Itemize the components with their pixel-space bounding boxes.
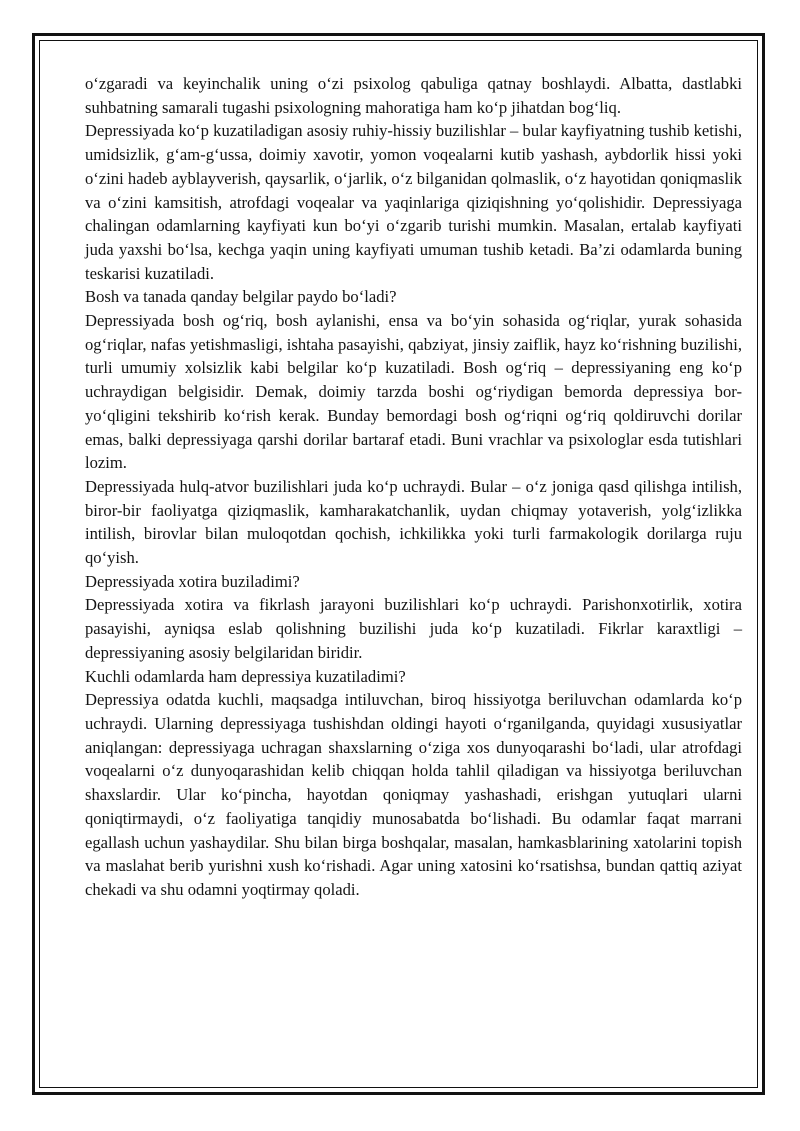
page-content: [85, 72, 742, 902]
question-memory: Depressiyada xotira buziladimi?: [85, 571, 300, 591]
paragraph-emotional-disorders: Depressiyada ko‘p kuzatiladigan asosiy ruhiy-hissiy buzilishlar – bular kayfiyatning tushib ketishi, umidsizlik, g‘am-g‘ussa, doimiy xavotir, yomon voqealarni kutib yashash, aybdorlik hissi yoki o‘zini hadeb ayblayverish, qaysarlik, o‘jarlik, o‘z bilganidan qolmaslik, o‘z hayotidan qoniqmaslik va o‘zini kamsitish, atrofdagi voqealar va yaqinlariga qiziqishning yo‘qolishidir. Depressiyaga chalingan odamlarning kayfiyati kun bo‘yi o‘zgarib turishi mumkin. Masalan, ertalab kayfiyati juda yaxshi bo‘lsa, kechga yaqin uning kayfiyati umuman tushib ketadi. Ba’zi odamlarda buning teskarisi kuzatiladi.: [85, 121, 742, 283]
paragraph-memory: Depressiyada xotira va fikrlash jarayoni buzilishlari ko‘p uchraydi. Parishonxotirlik, xotira pasayishi, ayniqsa eslab qolishning buzilishi juda ko‘p kuzatiladi. Fikrlar karaxtligi – depressiyaning asosiy belgilaridan biridir.: [85, 595, 742, 662]
paragraph-behavior-disorders: Depressiyada hulq-atvor buzilishlari juda ko‘p uchraydi. Bular – o‘z joniga qasd qilishga intilish, biror-bir faoliyatga qiziqmaslik, kamharakatchanlik, uydan chiqmay yotaverish, yolg‘izlikka intilish, birovlar bilan muloqotdan qochish, ichkilikka yoki turli farmakologik dorilarga ruju qo‘yish.: [85, 476, 742, 568]
paragraph-strong-people: Depressiya odatda kuchli, maqsadga intiluvchan, biroq hissiyotga beriluvchan odamlarda ko‘p uchraydi. Ularning depressiyaga tushishdan oldingi hayoti o‘rganilganda, quyidagi xususiyatlar aniqlangan: depressiyaga uchragan shaxslarning o‘ziga xos dunyoqarashi bo‘ladi, ular atrofdagi voqealarni o‘z dunyoqarashidan kelib chiqqan holda tahlil qiladigan va hissiyotga beriluvchan shaxslardir. Ular ko‘pincha, hayotdan qoniqmay yashashadi, erishgan yutuqlari ularni qoniqtirmaydi, o‘z faoliyatiga tanqidiy munosabatda bo‘lishadi. Bu odamlar faqat marrani egallash uchun yashaydilar. Shu bilan birga boshqalar, masalan, hamkasblarining xatolarini topish va maslahat berib yurishni xush ko‘rishadi. Agar uning xatosini ko‘rsatishsa, bundan qattiq aziyat chekadi va shu odamni yoqtirmay qoladi.: [85, 690, 742, 899]
paragraph-continuation: o‘zgaradi va keyinchalik uning o‘zi psixolog qabuliga qatnay boshlaydi. Albatta, dastlabki suhbatning samarali tugashi psixologning mahoratiga ham ko‘p jihatdan bog‘liq.: [85, 74, 742, 117]
paragraph-body-symptoms: Depressiyada bosh og‘riq, bosh aylanishi, ensa va bo‘yin sohasida og‘riqlar, yurak sohasida og‘riqlar, nafas yetishmasligi, ishtaha pasayishi, qabziyat, jinsiy zaiflik, hayz ko‘rishning buzilishi, turli umumiy xolsizlik kabi belgilar ko‘p kuzatiladi. Bosh og‘riq – depressiyaning eng ko‘p uchraydigan belgisidir. Demak, doimiy tarzda boshi og‘riydigan bemorda depressiya bor-yo‘qligini tekshirib ko‘rish kerak. Bunday bemordagi bosh og‘riqni og‘riq qoldiruvchi dorilar emas, balki depressiyaga qarshi dorilar bartaraf etadi. Buni vrachlar va psixologlar esda tutishlari lozim.: [85, 311, 742, 473]
question-body-symptoms: Bosh va tanada qanday belgilar paydo bo‘ladi?: [85, 287, 397, 307]
question-strong-people: Kuchli odamlarda ham depressiya kuzatiladimi?: [85, 666, 406, 686]
